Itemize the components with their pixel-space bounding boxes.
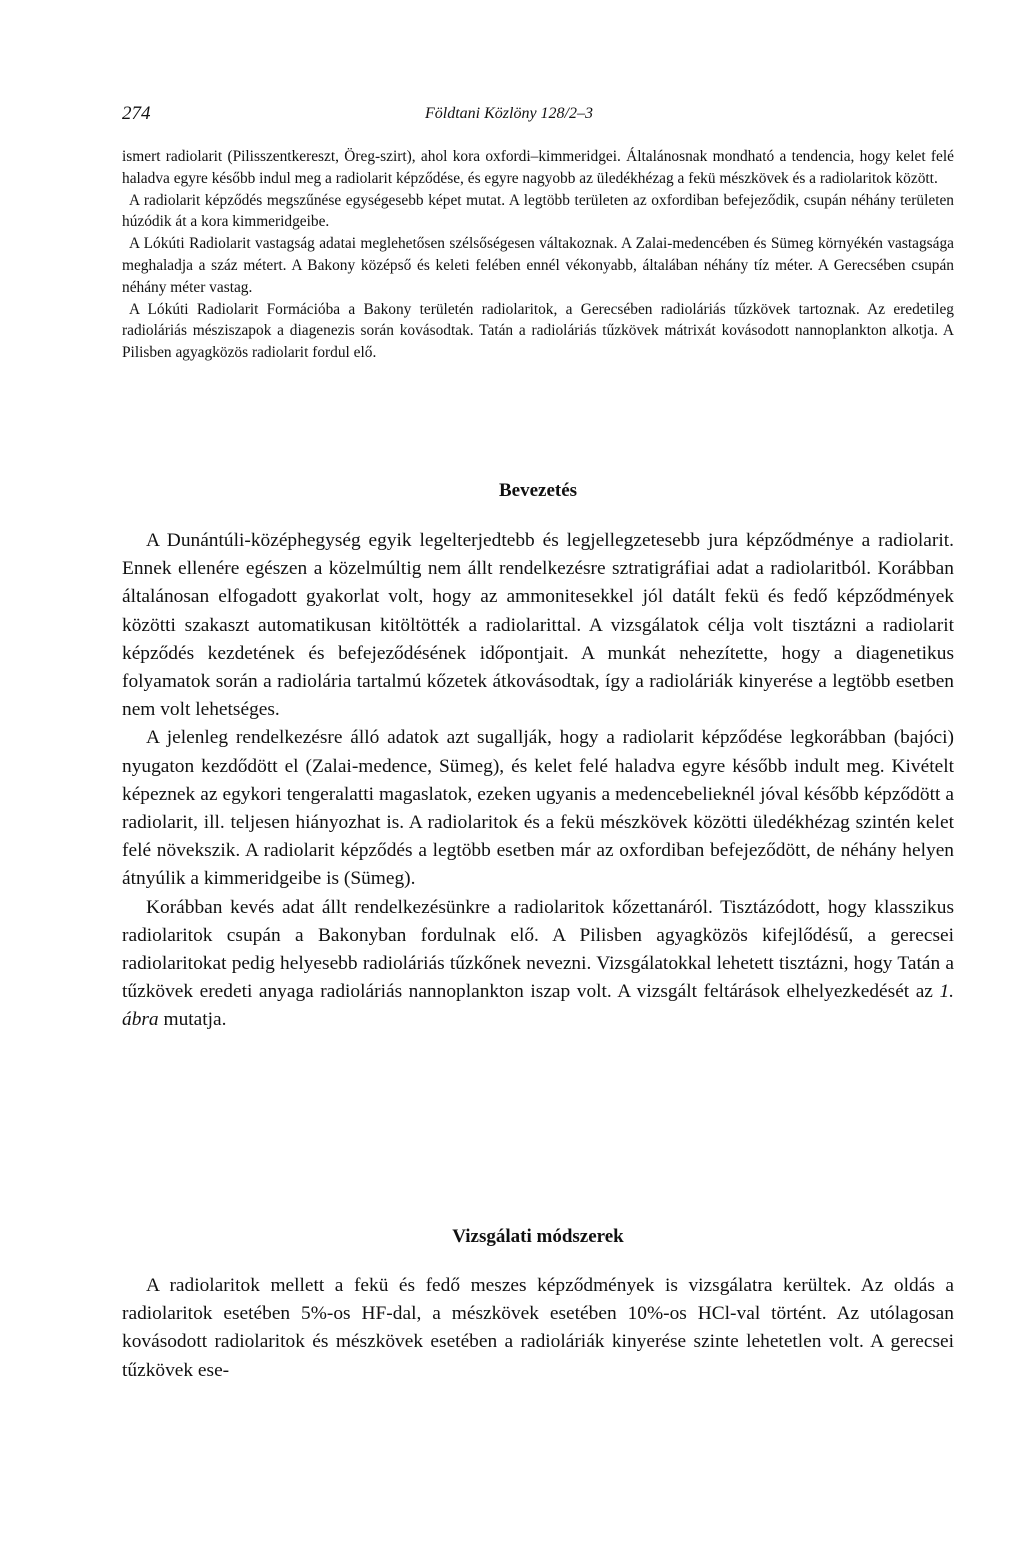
journal-title: Földtani Közlöny 128/2–3 [425,105,593,122]
abstract-paragraph: A radiolarit képződés megszűnése egységesebb képet mutat. A legtöbb területen az oxfordiban befejeződik, csupán néhány területen húzódik át a kora kimmeridgeibe. [122,191,954,231]
body-paragraph-tail: mutatja. [158,1009,227,1031]
abstract-block [122,146,954,364]
abstract-paragraph: A Lókúti Radiolarit Formációba a Bakony területén radiolaritok, a Gerecsében radioláriás tűzkövek tartoznak. Az eredetileg radioláriás mésziszapok a diagenezis során kovásodtak. Tatán a radioláriás tűzkövek mátrixát kovásodott nannoplankton alkotja. A Pilisben agyagközös radiolarit fordul elő. [122,300,954,362]
abstract-paragraph: A Lókúti Radiolarit vastagság adatai meglehetősen szélsőségesen váltakoznak. A Zalai-medencében és Sümeg környékén vastagsága meghaladja a száz métert. A Bakony középső és keleti felében ennél vékonyabb, általában néhány tíz méter. A Gerecsében csupán néhány méter vastag. [122,235,954,296]
body-paragraph [122,894,954,1035]
body-paragraph-text: Korábban kevés adat állt rendelkezésünkre a radiolaritok kőzettanáról. Tisztázódott, hogy klasszikus radiolaritok csupán a Bakonyban fordulnak elő. A Pilisben agyagközös kifejlődésű, a gerecsei radiolaritokat pedig helyesebb radioláriás tűzkőnek nevezni. Vizsgálatokkal lehetett tisztázni, hogy Tatán a tűzkövek eredeti anyaga radioláriás nannoplankton iszap volt. A vizsgált feltárások elhelyezkedését az [122,896,954,1003]
section-heading-introduction: Bevezetés [498,480,578,501]
section-heading-methods: Vizsgálati módszerek [452,1226,624,1247]
section-methods-body [122,1272,954,1385]
body-paragraph: A jelenleg rendelkezésre álló adatok azt sugallják, hogy a radiolarit képződése legkorábban (bajóci) nyugaton kezdődött el (Zalai-medence, Sümeg), és kelet felé haladva egyre később indult meg. Kivételt képeznek az egykori tengeralatti magaslatok, ezeken ugyanis a medencebelieknél jóval később képződött a radiolarit, ill. teljesen hiányozhat is. A radiolaritok és a fekü mészkövek közötti üledékhézag szintén kelet felé növekszik. A radiolarit képződés a legtöbb esetben már az oxfordiban befejeződött, de néhány helyen átnyúlik a kimmeridgeibe is (Sümeg). [122,727,954,890]
running-header [122,103,954,127]
body-paragraph: A radiolaritok mellett a fekü és fedő meszes képződmények is vizsgálatra kerültek. Az oldás a radiolaritok esetében 5%-os HF-dal, a mészkövek esetében 10%-os HCl-val történt. Az utólagosan kovásodott radiolaritok és mészkövek esetében a radioláriák kinyerése szinte lehetetlen volt. A gerecsei tűzkövek ese- [122,1275,954,1381]
figure-reference: 1. ábra [122,981,954,1031]
body-paragraph: A Dunántúli-középhegység egyik legelterjedtebb és legjellegzetesebb jura képződménye a radiolarit. Ennek ellenére egészen a közelmúltig nem állt rendelkezésre sztratigráfiai adat a radiolaritból. Korábban általánosan elfogadott gyakorlat volt, hogy az ammonitesekkel jól datált fekü és fedő képződmények közötti szakaszt automatikusan kitöltötték a radiolarittal. A vizsgálatok célja volt tisztázni a radiolarit képződés kezdetének és befejeződésének időpontjait. A munkát nehezítette, hogy a diagenetikus folyamatok során a radiolária tartalmú kőzetek átkovásodtak, így a radioláriák kinyerése a legtöbb esetben nem volt lehetséges. [122,530,954,721]
section-introduction-body [122,527,954,1035]
abstract-paragraph: ismert radiolarit (Pilisszentkereszt, Öreg-szirt), ahol kora oxfordi–kimmeridgei. Általánosnak mondható a tendencia, hogy kelet felé haladva egyre később indul meg a radiolarit képződése, és egyre nagyobb az üledékhézag a fekü mészkövek és a radiolaritok között. [122,148,954,187]
page-number: 274 [122,103,151,124]
